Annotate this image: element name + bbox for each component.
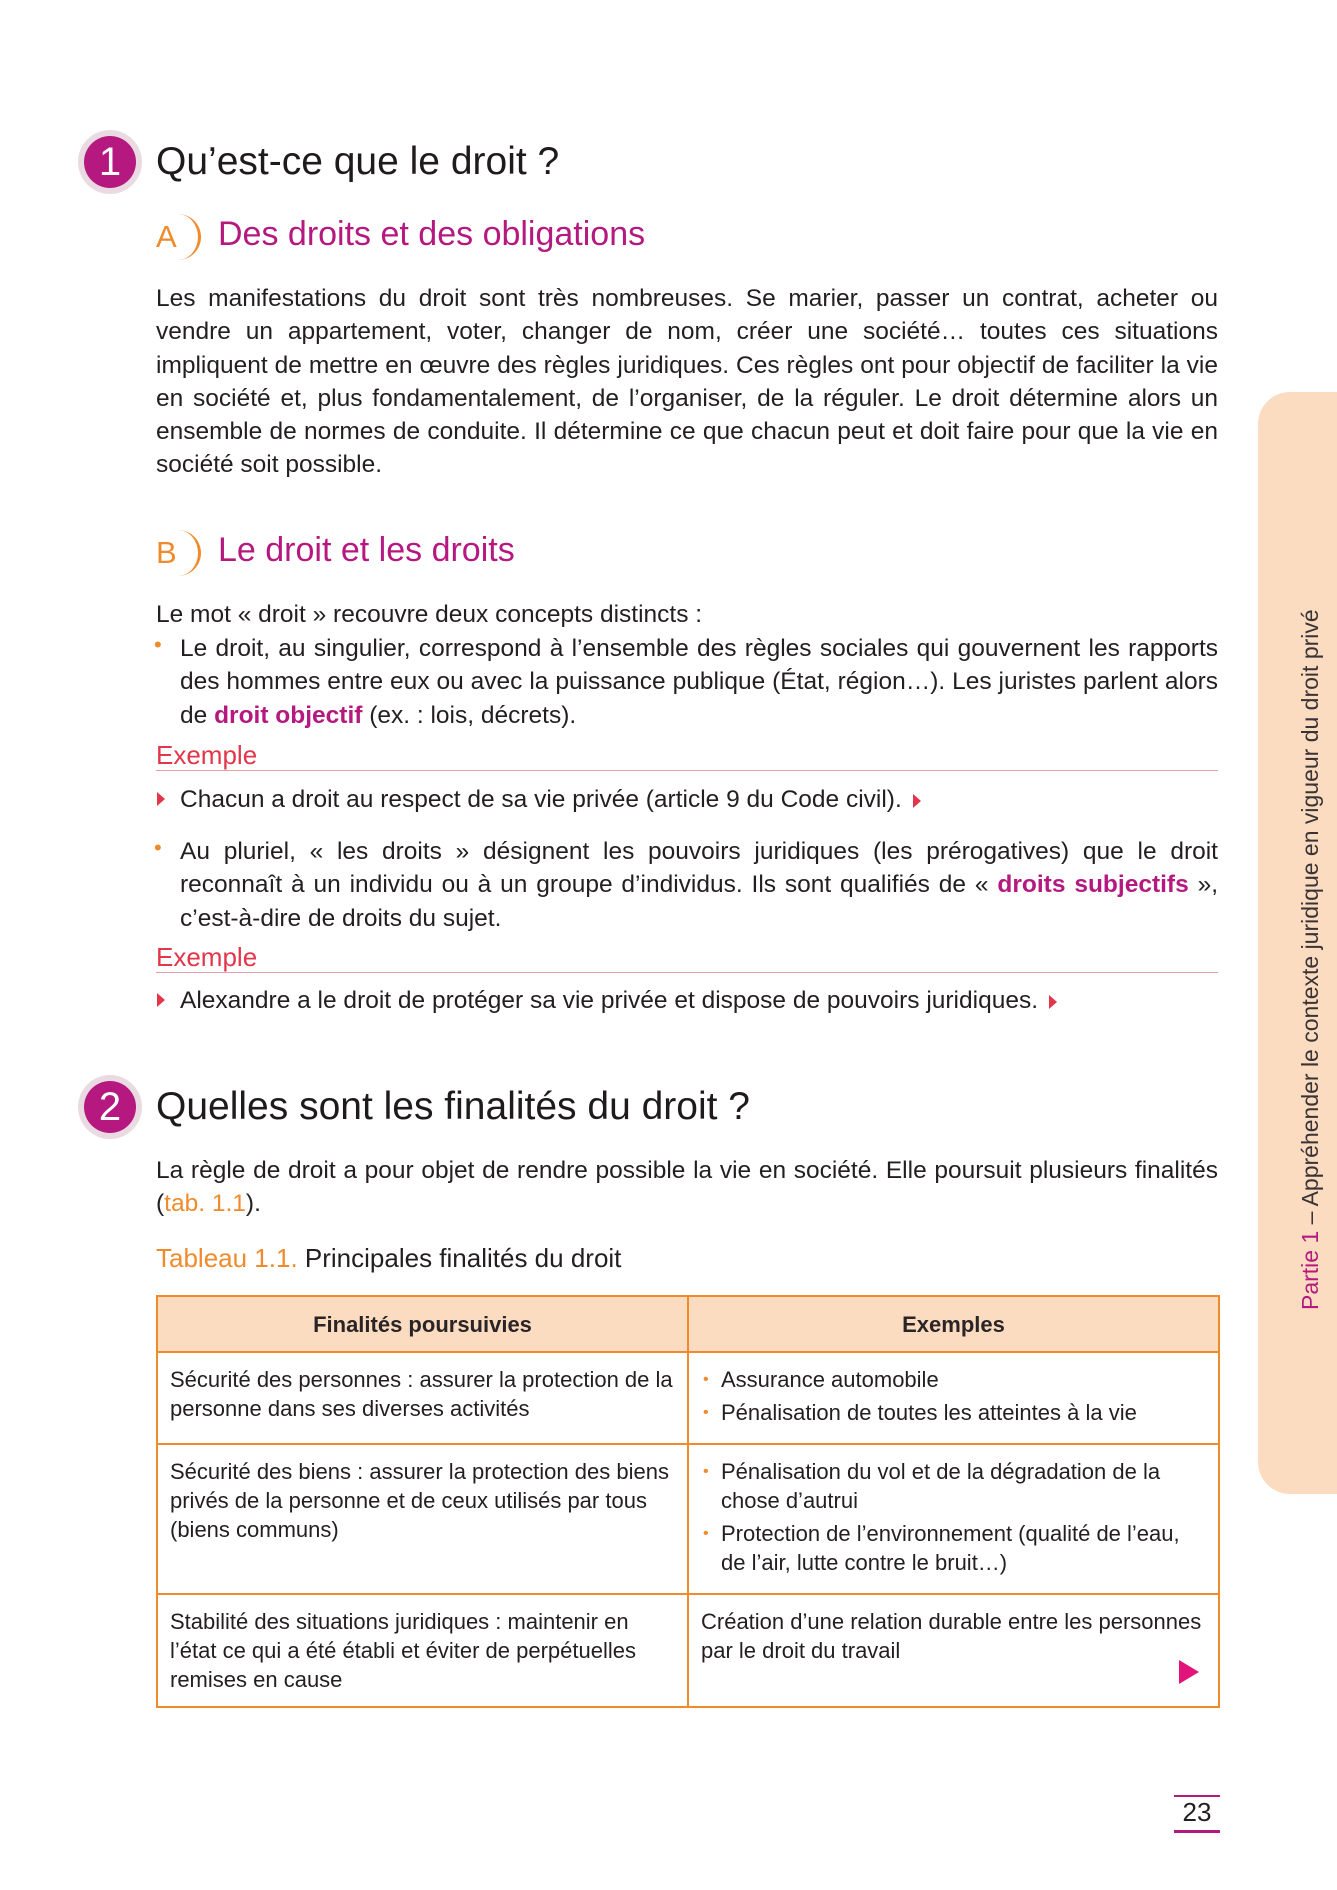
side-tab-part: Partie 1 <box>1297 1230 1323 1310</box>
bullet-paragraph: Au pluriel, « les droits » désignent les pouvoirs juridiques (les prérogatives) que le droit reconnaît à un individu ou à un groupe d’individus. Ils sont qualifiés de « droits subjectifs », c’est-à-dire de droits du sujet. <box>180 838 1218 932</box>
subsection-letter: A <box>156 219 177 254</box>
side-tab-title: – Appréhender le contexte juridique en vigueur du droit privé <box>1297 609 1323 1231</box>
paragraph: Le mot « droit » recouvre deux concepts distincts : <box>156 601 703 628</box>
example-divider <box>156 972 1218 973</box>
continue-arrow-icon <box>1179 1660 1199 1684</box>
side-tab-label <box>1297 609 1324 1310</box>
list-item: • Protection de l’environnement (qualité de l’eau, de l’air, lutte contre le bruit…) <box>701 1519 1206 1577</box>
table-caption-title: Principales finalités du droit <box>304 1243 622 1273</box>
table-row <box>157 1594 1219 1707</box>
table-header-cell: Exemples <box>688 1296 1219 1352</box>
section-number-badge: 2 <box>84 1081 136 1133</box>
subsection-title: Des droits et des obligations <box>218 215 646 253</box>
table-row <box>157 1352 1219 1444</box>
table-cell <box>688 1352 1219 1444</box>
list-item: • Pénalisation de toutes les atteintes à la vie <box>701 1398 1206 1427</box>
key-term: droit objectif <box>214 701 363 729</box>
bullet-icon: • <box>154 835 162 860</box>
bullet-paragraph: Le droit, au singulier, correspond à l’ensemble des règles sociales qui gouvernent les rapports des hommes entre eux ou avec la puissance publique (État, région…). Les juristes parlent alors de droit objectif (ex. : lois, décrets). <box>180 635 1218 729</box>
subsection-title: Le droit et les droits <box>218 531 515 569</box>
table-caption <box>156 1243 621 1274</box>
section-title: Qu’est-ce que le droit ? <box>156 140 560 183</box>
page-number: 23 <box>1174 1795 1220 1833</box>
subsection-letter: B <box>156 535 177 570</box>
example-title: Exemple <box>156 740 258 770</box>
key-term: droits subjectifs <box>997 871 1189 899</box>
section-title: Quelles sont les finalités du droit ? <box>156 1085 750 1128</box>
table-header-row <box>157 1296 1219 1352</box>
example-text: Alexandre a le droit de protéger sa vie privée et dispose de pouvoirs juridiques. <box>180 984 1218 1017</box>
example-divider <box>156 770 1218 771</box>
table-row <box>157 1444 1219 1594</box>
table-cell: Sécurité des biens : assurer la protection des biens privés de la personne et de ceux utilisés par tous (biens communs) <box>157 1444 688 1594</box>
example-end-icon <box>913 794 921 808</box>
bullet-icon: • <box>154 632 162 657</box>
table-cell: Sécurité des personnes : assurer la protection de la personne dans ses diverses activités <box>157 1352 688 1444</box>
table-cell <box>688 1444 1219 1594</box>
paragraph: Les manifestations du droit sont très nombreuses. Se marier, passer un contrat, acheter ou vendre un appartement, voter, changer de nom, créer une société… toutes ces situations impliquent de mettre en œuvre des règles juridiques. Ces règles ont pour objectif de faciliter la vie en société et, plus fondamentalement, de l’organiser, de la réguler. Le droit détermine alors un ensemble de normes de conduite. Il détermine ce que chacun peut et doit faire pour que la vie en société soit possible. <box>156 285 1218 479</box>
table-caption-label: Tableau 1.1. <box>156 1243 298 1273</box>
table-header-cell: Finalités poursuivies <box>157 1296 688 1352</box>
example-title: Exemple <box>156 942 258 972</box>
example-start-icon <box>157 993 165 1007</box>
table-reference[interactable]: tab. 1.1 <box>164 1190 246 1218</box>
paragraph: La règle de droit a pour objet de rendre possible la vie en société. Elle poursuit plusieurs finalités (tab. 1.1). <box>156 1157 1218 1218</box>
table-cell: Stabilité des situations juridiques : maintenir en l’état ce qui a été établi et éviter de perpétuelles remises en cause <box>157 1594 688 1707</box>
example-end-icon <box>1049 995 1057 1009</box>
table-cell: Création d’une relation durable entre les personnes par le droit du travail <box>688 1594 1219 1707</box>
section-number-badge: 1 <box>84 136 136 188</box>
example-text: Chacun a droit au respect de sa vie privée (article 9 du Code civil). <box>180 783 1218 816</box>
finalites-table <box>156 1295 1220 1708</box>
example-start-icon <box>157 792 165 806</box>
list-item: • Pénalisation du vol et de la dégradation de la chose d’autrui <box>701 1457 1206 1515</box>
list-item: • Assurance automobile <box>701 1365 1206 1394</box>
